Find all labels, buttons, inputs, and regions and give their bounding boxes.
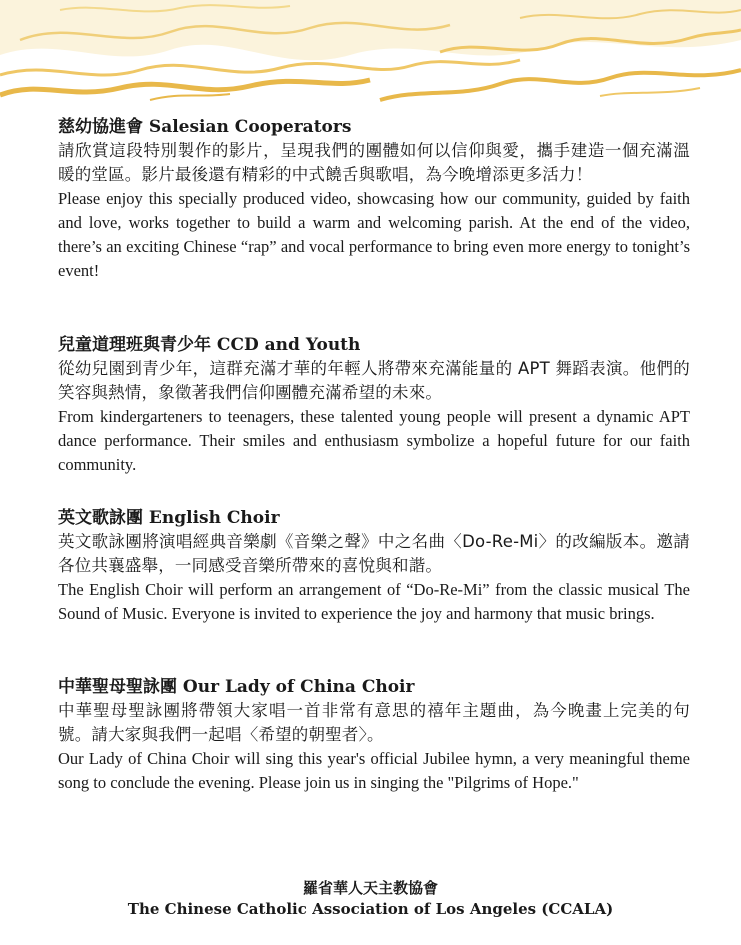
gold-marble-header-decoration (0, 0, 741, 105)
section-description-en: Our Lady of China Choir will sing this year's official Jubilee hymn, a very meaningful theme song to conclude the evening. Please join us in singing the "Pilgrims of Hope." (58, 749, 690, 792)
section-description-en: Please enjoy this specially produced video, showcasing how our community, guided by faith and love, works together to build a warm and welcoming parish. At the end of the video, there’s an exciting Chinese “rap” and vocal performance to bring even more energy to tonight’s event! (58, 189, 690, 280)
footer (0, 878, 741, 920)
section-description-en: From kindergarteners to teenagers, these talented young people will present a dynamic APT dance performance. Their smiles and enthusiasm symbolize a hopeful future for our faith community. (58, 407, 690, 474)
section-ccd-youth (58, 333, 690, 477)
section-description-en: The English Choir will perform an arrangement of “Do-Re-Mi” from the classic musical The Sound of Music. Everyone is invited to experience the joy and harmony that music brings. (58, 580, 690, 623)
section-title: 英文歌詠團 English Choir (58, 508, 280, 528)
section-english-choir (58, 506, 690, 626)
section-title: 慈幼協進會 Salesian Cooperators (58, 117, 352, 137)
section-salesian-cooperators (58, 115, 690, 283)
section-our-lady-of-china-choir (58, 675, 690, 795)
section-title: 中華聖母聖詠團 Our Lady of China Choir (58, 677, 415, 697)
section-description-zh: 請欣賞這段特別製作的影片，呈現我們的團體如何以信仰與愛，攜手建造一個充滿溫暖的堂區。影片最後還有精彩的中式饒舌與歌唱，為今晚增添更多活力！ (58, 141, 690, 184)
section-title: 兒童道理班與青少年 CCD and Youth (58, 335, 361, 355)
section-description-zh: 中華聖母聖詠團將帶領大家唱一首非常有意思的禧年主題曲，為今晚畫上完美的句號。請大家與我們一起唱〈希望的朝聖者〉。 (58, 701, 690, 744)
section-description-zh: 英文歌詠團將演唱經典音樂劇《音樂之聲》中之名曲〈Do-Re-Mi〉的改編版本。邀請各位共襄盛舉，一同感受音樂所帶來的喜悅與和諧。 (58, 532, 690, 575)
footer-organization-en: The Chinese Catholic Association of Los Angeles (CCALA) (127, 900, 614, 918)
section-description-zh: 從幼兒園到青少年，這群充滿才華的年輕人將帶來充滿能量的 APT 舞蹈表演。他們的笑容與熱情，象徵著我們信仰團體充滿希望的未來。 (58, 359, 690, 402)
footer-organization-zh: 羅省華人天主教協會 (302, 879, 438, 897)
